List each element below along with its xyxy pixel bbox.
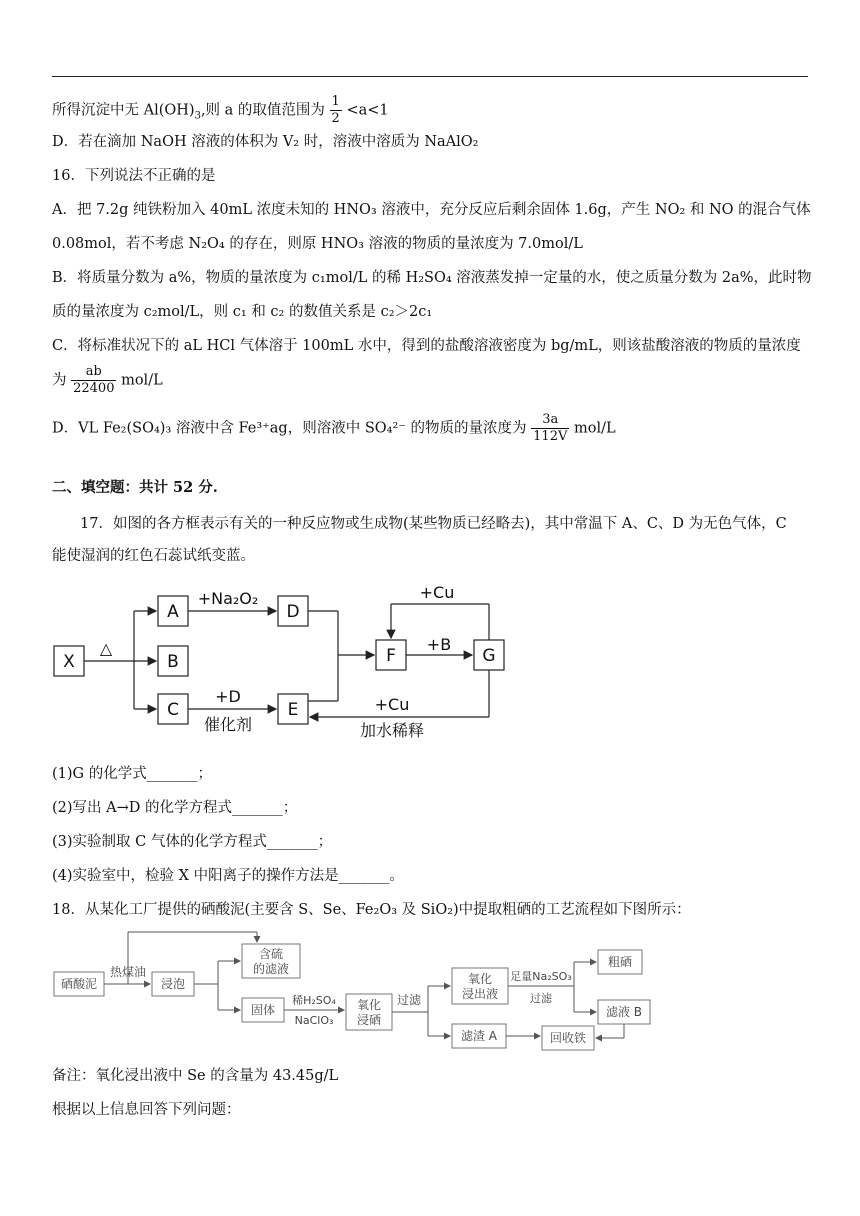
q18-note: 备注：氧化浸出液中 Se 的含量为 43.45g/L	[52, 1068, 339, 1084]
label-a: A	[167, 602, 179, 622]
flow-iron: 回收铁	[549, 1031, 587, 1045]
process-flow-diagram	[48, 928, 668, 1058]
flow-filter2: 过滤	[530, 992, 552, 1005]
flow-filtrate1-b: 的滤液	[252, 962, 290, 976]
label-catalyst: 催化剂	[203, 715, 253, 734]
flow-oil: 热煤油	[109, 965, 147, 979]
flow-na2so3: 足量Na₂SO₃	[510, 970, 572, 983]
label-x: X	[63, 652, 75, 672]
q18-stem: 18．从某化工厂提供的硒酸泥(主要含 S、Se、Fe₂O₃ 及 SiO₂)中提取粗硒的工艺流程如下图所示：	[52, 902, 691, 918]
label-na2o2: +Na₂O₂	[197, 589, 259, 608]
flow-oxidize-b: 浸硒	[356, 1013, 382, 1027]
flow-naclo3: NaClO₃	[294, 1014, 334, 1027]
label-e: E	[287, 700, 299, 720]
label-d: D	[286, 602, 300, 622]
fraction-half: $\frac{1}{2}$	[331, 94, 340, 126]
q17-stem-line1: 17．如图的各方框表示有关的一种反应物或生成物(某些物质已经略去)，其中常温下 A、C、D 为无色气体，C	[80, 516, 787, 532]
label-plus-cu-top: +Cu	[419, 583, 455, 602]
flow-oxidize-a: 氧化	[356, 998, 382, 1012]
q16-option-c-line1: C．将标准状况下的 aL HCl 气体溶于 100mL 水中，得到的盐酸溶液密度为 bg/mL，则该盐酸溶液的物质的量浓度	[52, 338, 801, 354]
q16-option-b-line1: B．将质量分数为 a%，物质的量浓度为 c₁mol/L 的稀 H₂SO₄ 溶液蒸发掉一定量的水，使之质量分数为 2a%，此时物	[52, 270, 812, 286]
label-plus-b: +B	[426, 635, 452, 654]
flow-residue-a: 滤渣 A	[460, 1029, 498, 1043]
label-plus-cu-bottom: +Cu	[374, 695, 410, 714]
q17-part4: (4)实验室中，检验 X 中阳离子的操作方法是_______。	[52, 868, 404, 884]
flow-filtrate1-a: 含硫	[258, 947, 284, 961]
fraction-3a: $\frac{3a}{112V}$	[533, 412, 568, 444]
q16-option-a-line2: 0.08mol，若不考虑 N₂O₄ 的存在，则原 HNO₃ 溶液的物质的量浓度为 7.0mol/L	[52, 236, 583, 252]
flow-leach-a: 氧化	[467, 972, 493, 986]
reaction-diagram	[48, 582, 518, 752]
flow-mud: 硒酸泥	[60, 977, 98, 991]
q17-part2: (2)写出 A→D 的化学方程式_______；	[52, 800, 298, 816]
q16-stem: 16．下列说法不正确的是	[52, 168, 216, 184]
q15-range-line: 所得沉淀中无 $Al(OH)_3$,则 a 的取值范围为 $\frac{1}{2}$ <a<1	[52, 94, 389, 126]
flow-acid: 稀H₂SO₄	[292, 994, 336, 1007]
label-b: B	[167, 652, 179, 672]
fraction-ab: $\frac{ab}{22400}$	[73, 364, 115, 396]
q17-stem-line2: 能使湿润的红色石蕊试纸变蓝。	[52, 548, 255, 564]
q16-option-c-line2: 为 $\frac{ab}{22400}$ mol/L	[52, 364, 163, 396]
label-c: C	[167, 700, 179, 720]
heat-symbol: △	[99, 639, 113, 658]
q15-option-d: D．若在滴加 NaOH 溶液的体积为 V₂ 时，溶液中溶质为 NaAlO₂	[52, 134, 479, 150]
flow-filter: 过滤	[396, 993, 422, 1007]
flow-solid: 固体	[250, 1003, 276, 1017]
top-rule	[52, 76, 808, 77]
flow-soak: 浸泡	[160, 977, 186, 991]
section-heading: 二、填空题：共计 52 分.	[52, 479, 218, 496]
flow-filtrate-b: 滤液 B	[605, 1005, 643, 1019]
label-g: G	[482, 646, 496, 666]
q17-part1: (1)G 的化学式_______；	[52, 766, 212, 782]
flow-leach-b: 浸出液	[461, 987, 499, 1001]
q18-ask: 根据以上信息回答下列问题：	[52, 1102, 241, 1118]
q16-option-b-line2: 质的量浓度为 c₂mol/L，则 c₁ 和 c₂ 的数值关系是 c₂＞2c₁	[52, 304, 433, 320]
q16-option-d: D．VL Fe₂(SO₄)₃ 溶液中含 Fe³⁺ag，则溶液中 SO₄²⁻ 的物质的量浓度为 $\frac{3a}{112V}$ mol/L	[52, 412, 616, 444]
q17-part3: (3)实验制取 C 气体的化学方程式_______；	[52, 834, 333, 850]
label-plus-d: +D	[215, 687, 241, 706]
label-dilute: 加水稀释	[359, 721, 425, 740]
q16-option-a-line1: A．把 7.2g 纯铁粉加入 40mL 浓度未知的 HNO₃ 溶液中，充分反应后剩余固体 1.6g，产生 NO₂ 和 NO 的混合气体	[52, 202, 811, 218]
label-f: F	[386, 646, 396, 666]
flow-crude: 粗硒	[607, 955, 633, 969]
